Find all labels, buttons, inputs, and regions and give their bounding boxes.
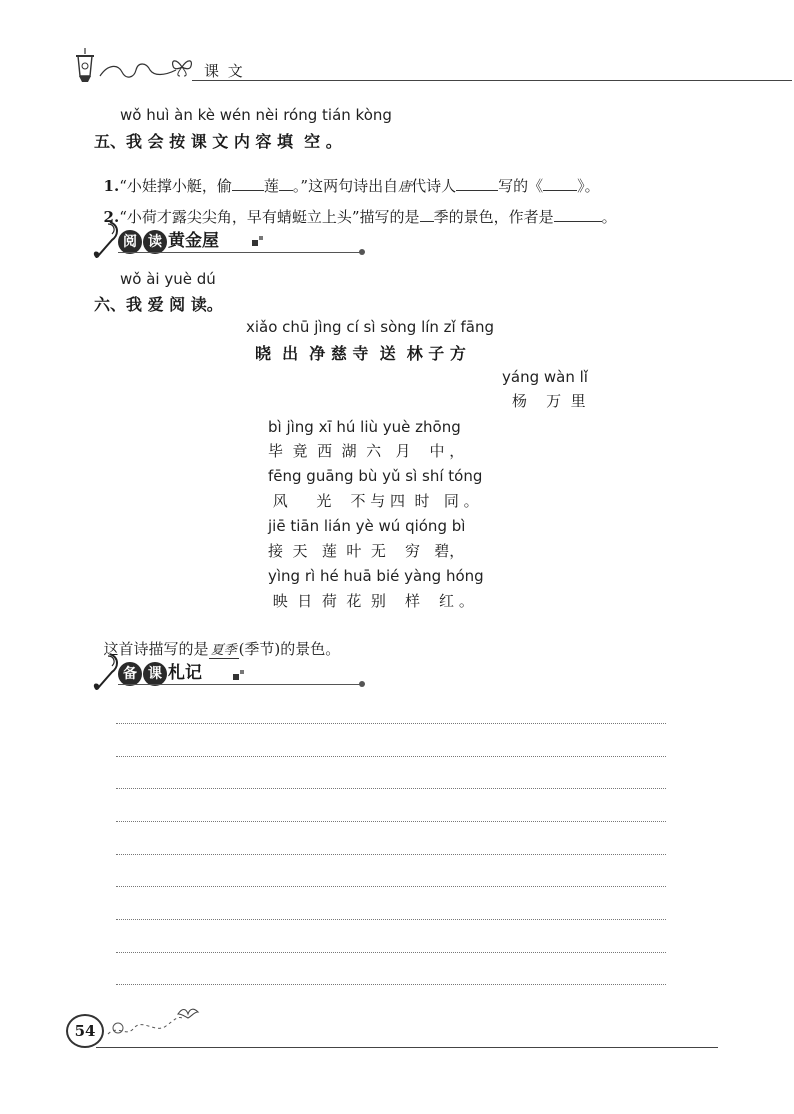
q5-item1-text-d: 代诗人 [411,177,457,195]
poem-line: 映 日 荷 花 别 样 红 。 [268,592,474,610]
q5-pinyin: wǒ huì àn kè wén nèi róng tián kòng [120,106,392,124]
lantern-icon [70,46,100,88]
swirl-decoration-icon [98,58,178,82]
q5-item2-text-b: 季的景色，作者是 [433,208,554,226]
q5-item1-text-c: 。”这两句诗出自 [292,177,399,195]
poem-line-pinyin: jiē tiān lián yè wú qióng bì [268,517,466,535]
item-number: 1. [103,177,120,195]
butterfly-icon [170,56,194,78]
footer [0,1000,794,1060]
banner-badge: 课 [143,662,167,686]
q5-item1-text-f: 》。 [577,177,600,195]
reading-banner [90,220,370,260]
bird-icon [176,1004,200,1022]
handwritten-answer[interactable]: 夏季 [210,643,237,658]
notes-banner [90,652,370,692]
poem-line-pinyin: bì jìng xī hú liù yuè zhōng [268,418,461,436]
q5-item2-text-a: “小荷才露尖尖角，早有蜻蜓立上头”描写的是 [119,208,420,226]
banner-dot-icon [359,681,365,687]
banner-square-icon [252,240,258,246]
q6-heading: 六、我 爱 阅 读。 [94,295,223,314]
poem-line: 接 天 莲 叶 无 穷 碧， [268,542,465,560]
banner-badge: 阅 [118,230,142,254]
banner-badge: 读 [143,230,167,254]
note-line[interactable] [116,788,666,789]
banner-rule [118,252,360,253]
note-line[interactable] [116,952,666,953]
poem-line: 风 光 不 与 四 时 同 。 [268,492,479,510]
q6-pinyin: wǒ ài yuè dú [120,270,216,288]
q5-item2-text-c: 。 [601,208,617,226]
poem-author-pinyin: yáng wàn lǐ [502,368,588,386]
banner-rule [118,684,360,685]
note-line[interactable] [116,886,666,887]
page-number: 54 [66,1014,104,1048]
banner-square-icon [233,674,239,680]
handwritten-answer: 唐 [398,180,412,195]
banner-title: 札记 [168,663,202,683]
q5-item1-text-b: 莲 [263,177,279,195]
answer-blank[interactable] [554,207,602,222]
poem-line-pinyin: fēng guāng bù yǔ sì shí tóng [268,467,483,485]
note-line[interactable] [116,723,666,724]
section-title: 课 文 [204,62,245,80]
note-line[interactable] [116,821,666,822]
answer-blank[interactable] [420,207,434,222]
note-line[interactable] [116,984,666,985]
banner-dot-icon [359,249,365,255]
answer-suffix: (季节)的景色。 [238,640,341,658]
answer-prefix: 这首诗描写的是 [103,640,209,658]
item-number: 2. [103,208,120,226]
banner-badge: 备 [118,662,142,686]
q5-item1-text-e: 写的《 [498,177,544,195]
poem-title-pinyin: xiǎo chū jìng cí sì sòng lín zǐ fāng [246,318,494,336]
header [0,40,794,90]
note-line[interactable] [116,919,666,920]
header-rule [192,80,792,81]
note-line[interactable] [116,854,666,855]
poem-author: 杨 万 里 [512,392,586,410]
q5-item1-text-a: “小娃撑小艇，偷 [119,177,232,195]
banner-square-icon [259,236,263,240]
poem-line: 毕 竟 西 湖 六 月 中 ， [268,442,465,460]
poem-line-pinyin: yìng rì hé huā bié yàng hóng [268,567,484,585]
banner-title: 黄金屋 [168,231,219,251]
footer-rule [96,1047,718,1048]
q5-heading: 五、我 会 按 课 文 内 容 填 空 。 [94,132,342,151]
banner-square-icon [240,670,244,674]
note-line[interactable] [116,756,666,757]
poem-title: 晓 出 净 慈 寺 送 林 子 方 [255,344,466,363]
